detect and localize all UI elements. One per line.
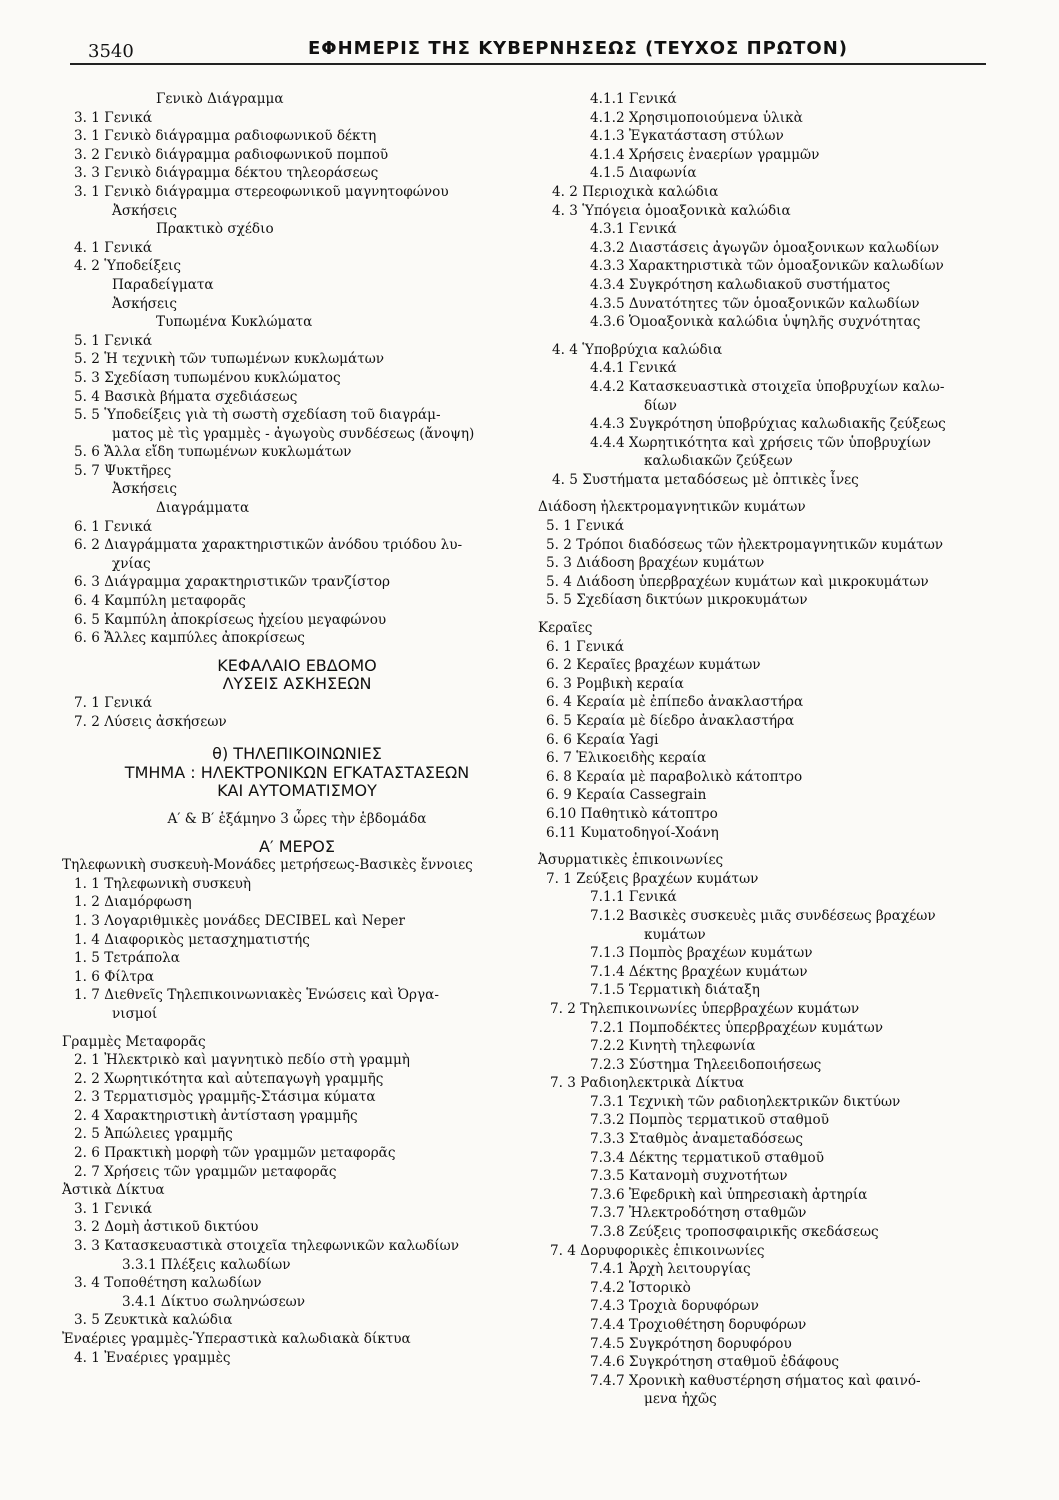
section-heading: Τυπωμένα Κυκλώματα (156, 314, 313, 331)
section-heading: Τηλεφωνικὴ συσκευὴ-Μονάδες μετρήσεως-Βασικὲς ἔννοιες (62, 857, 473, 874)
toc-line: 6. 5 Κεραία μὲ δίεδρο ἀνακλαστήρα (546, 713, 795, 729)
toc-line: 6. 4 Κεραία μὲ ἐπίπεδο ἀνακλαστήρα (546, 694, 804, 711)
toc-line: 4.1.3 Ἐγκατάσταση στύλων (590, 128, 784, 145)
toc-line: 7.4.7 Χρονικὴ καθυστέρηση σήματος καὶ φαινό- (590, 1372, 921, 1389)
toc-line: 3.4.1 Δίκτυο σωληνώσεων (122, 1293, 305, 1310)
toc-line: 7. 2 Τηλεπικοινωνίες ὑπερβραχέων κυμάτων (550, 1000, 860, 1017)
header-rule (70, 63, 986, 65)
toc-line: 6. 1 Γενικά (546, 638, 625, 655)
toc-line: 7.4.5 Συγκρότηση δορυφόρου (590, 1335, 792, 1352)
toc-line: 2. 1 Ἠλεκτρικὸ καὶ μαγνητικὸ πεδίο στὴ γραμμὴ (74, 1052, 410, 1069)
page-number: 3540 (88, 41, 134, 62)
toc-line: 4.4.4 Χωρητικότητα καὶ χρήσεις τῶν ὑποβρυχίων (590, 434, 931, 451)
toc-line: 7.3.7 Ἠλεκτροδότηση σταθμῶν (590, 1205, 807, 1222)
toc-line: 7.4.4 Τροχιοθέτηση δορυφόρων (590, 1317, 807, 1333)
toc-line: 7.1.1 Γενικά (590, 889, 677, 906)
toc-line: 7.3.3 Σταθμὸς ἀναμεταδόσεως (590, 1131, 803, 1148)
toc-line: 4. 3 Ὑπόγεια ὁμοαξονικὰ καλώδια (552, 202, 791, 219)
toc-line: 2. 2 Χωρητικότητα καὶ αὐτεπαγωγὴ γραμμῆς (74, 1070, 384, 1087)
toc-line: 3.3.1 Πλέξεις καλωδίων (122, 1256, 291, 1273)
toc-line: 3. 1 Γενικά (74, 1200, 153, 1217)
toc-line: 5. 2 Ἡ τεχνικὴ τῶν τυπωμένων κυκλωμάτων (74, 351, 385, 368)
toc-line: 6. 1 Γενικά (74, 518, 153, 535)
toc-line: νισμοί (112, 1005, 158, 1022)
toc-line: 7.3.5 Κατανομὴ συχνοτήτων (590, 1168, 788, 1185)
section-heading: Πρακτικὸ σχέδιο (156, 221, 274, 238)
toc-line: 2. 5 Ἀπώλειες γραμμῆς (74, 1126, 233, 1143)
toc-line: 7. 1 Γενικά (74, 695, 153, 711)
toc-line: 3. 3 Κατασκευαστικὰ στοιχεῖα τηλεφωνικῶν καλωδίων (74, 1238, 460, 1255)
toc-line: καλωδιακῶν ζεύξεων (644, 453, 793, 470)
toc-line: δίων (644, 397, 677, 414)
toc-line: 2. 4 Χαρακτηριστικὴ ἀντίσταση γραμμῆς (74, 1107, 358, 1124)
toc-line: 4.4.2 Κατασκευαστικὰ στοιχεῖα ὑποβρυχίων καλω- (590, 378, 945, 395)
toc-line: 4. 4 Ὑποβρύχια καλώδια (552, 341, 723, 358)
toc-line: Παραδείγματα (112, 276, 214, 293)
toc-line: 1. 6 Φίλτρα (74, 968, 155, 985)
toc-line: 3. 1 Γενικά (74, 109, 153, 126)
toc-line: 3. 2 Γενικὸ διάγραμμα ραδιοφωνικοῦ πομποῦ (74, 146, 389, 163)
toc-line: 1. 2 Διαμόρφωση (74, 894, 192, 911)
toc-line: 7.1.4 Δέκτης βραχέων κυμάτων (590, 963, 808, 980)
toc-line: 1. 3 Λογαριθμικὲς μονάδες DECIBEL καὶ Neper (74, 912, 405, 929)
toc-line: 4. 1 Ἐναέριες γραμμὲς (74, 1349, 231, 1366)
toc-line: 6.10 Παθητικὸ κάτοπτρο (546, 805, 718, 822)
toc-line: 5. 7 Ψυκτῆρες (74, 462, 172, 479)
toc-line: 4. 5 Συστήματα μεταδόσεως μὲ ὀπτικὲς ἶνες (552, 471, 859, 488)
division-heading: θ) ΤΗΛΕΠΙΚΟΙΝΩΝΙΕΣ (212, 744, 382, 764)
toc-line: 7.1.3 Πομπὸς βραχέων κυμάτων (590, 945, 813, 962)
toc-line: 6. 9 Κεραία Cassegrain (546, 787, 707, 804)
toc-line: 5. 5 Σχεδίαση δικτύων μικροκυμάτων (546, 592, 808, 609)
section-heading: Γενικὸ Διάγραμμα (156, 91, 284, 107)
toc-line: Ἀσκήσεις (112, 481, 178, 498)
gazette-title: ΕΦΗΜΕΡΙΣ ΤΗΣ ΚΥΒΕΡΝΗΣΕΩΣ (ΤΕΥΧΟΣ ΠΡΩΤΟΝ) (308, 38, 849, 59)
schedule-line: Α′ & Β′ ἑξάμηνο 3 ὧρες τὴν ἑβδομάδα (167, 810, 427, 827)
toc-line: 4.4.3 Συγκρότηση ὑποβρύχιας καλωδιακῆς ζεύξεως (590, 416, 946, 433)
section-heading: Ἀσυρματικὲς ἐπικοινωνίες (538, 852, 724, 869)
toc-line: 4.1.2 Χρησιμοποιούμενα ὑλικὰ (590, 109, 803, 126)
toc-line: 7.4.2 Ἱστορικὸ (590, 1279, 691, 1296)
toc-line: 1. 5 Τετράπολα (74, 950, 180, 967)
toc-line: 5. 6 Ἄλλα εἴδη τυπωμένων κυκλωμάτων (74, 444, 352, 461)
toc-line: 5. 4 Βασικὰ βήματα σχεδιάσεως (74, 388, 298, 405)
toc-line: 7.3.6 Ἐφεδρικὴ καὶ ὑπηρεσιακὴ ἀρτηρία (590, 1186, 868, 1203)
toc-line: 1. 4 Διαφορικὸς μετασχηματιστής (74, 931, 310, 948)
toc-line: 4.3.5 Δυνατότητες τῶν ὁμοαξονικῶν καλωδίων (590, 295, 920, 312)
toc-line: 7.3.1 Τεχνικὴ τῶν ραδιοηλεκτρικῶν δικτύων (590, 1093, 901, 1110)
toc-line: 7. 3 Ραδιοηλεκτρικὰ Δίκτυα (550, 1075, 745, 1092)
toc-line: 3. 3 Γενικὸ διάγραμμα δέκτου τηλεοράσεως (74, 165, 379, 182)
division-heading: ΤΜΗΜΑ : ΗΛΕΚΤΡΟΝΙΚΩΝ ΕΓΚΑΤΑΣΤΑΣΕΩΝ (124, 762, 470, 782)
part-heading: Α′ ΜΕΡΟΣ (259, 836, 335, 856)
toc-line: 2. 7 Χρήσεις τῶν γραμμῶν μεταφορᾶς (74, 1163, 337, 1180)
left-column (62, 90, 532, 1367)
toc-line: 5. 3 Διάδοση βραχέων κυμάτων (546, 555, 765, 572)
toc-line: 1. 7 Διεθνεῖς Τηλεπικοινωνιακὲς Ἑνώσεις καὶ Ὀργα- (74, 987, 439, 1004)
toc-line: 4.1.4 Χρήσεις ἐναερίων γραμμῶν (590, 146, 820, 163)
toc-line: 6. 7 Ἑλικοειδὴς κεραία (546, 750, 707, 767)
toc-line: 4. 1 Γενικά (74, 239, 153, 256)
toc-line: 7.1.2 Βασικὲς συσκευὲς μιᾶς συνδέσεως βραχέων (590, 907, 936, 924)
toc-line: Ἀσκήσεις (112, 295, 178, 312)
toc-line: 6. 3 Διάγραμμα χαρακτηριστικῶν τρανζίστορ (74, 574, 391, 591)
toc-line: 7.2.2 Κινητὴ τηλεφωνία (590, 1038, 756, 1055)
section-heading: Γραμμὲς Μεταφορᾶς (62, 1033, 206, 1050)
page-header (0, 0, 1059, 70)
toc-line: 5. 2 Τρόποι διαδόσεως τῶν ἠλεκτρομαγνητικῶν κυμάτων (546, 536, 944, 553)
toc-line: 4.1.1 Γενικά (590, 91, 677, 107)
toc-line: 3. 5 Ζευκτικὰ καλώδια (74, 1312, 233, 1329)
toc-line: 7.3.8 Ζεύξεις τροποσφαιρικῆς σκεδάσεως (590, 1224, 879, 1241)
toc-line: 3. 2 Δομὴ ἀστικοῦ δικτύου (74, 1219, 259, 1236)
toc-line: 3. 4 Τοποθέτηση καλωδίων (74, 1275, 262, 1292)
toc-line: 2. 6 Πρακτικὴ μορφὴ τῶν γραμμῶν μεταφορᾶς (74, 1145, 396, 1162)
toc-line: 6. 2 Κεραῖες βραχέων κυμάτων (546, 657, 761, 674)
right-column (538, 90, 1008, 1409)
toc-line: 5. 1 Γενικά (546, 518, 625, 535)
toc-line: 3. 1 Γενικὸ διάγραμμα ραδιοφωνικοῦ δέκτη (74, 128, 377, 145)
section-heading: Διαγράμματα (156, 500, 250, 517)
section-heading: Ἀστικὰ Δίκτυα (62, 1182, 165, 1199)
toc-line: 4. 2 Περιοχικὰ καλώδια (552, 183, 719, 200)
toc-line: 4.3.2 Διαστάσεις ἀγωγῶν ὁμοαξονικων καλωδίων (590, 239, 940, 256)
toc-line: 6. 6 Ἄλλες καμπύλες ἀποκρίσεως (74, 630, 305, 647)
section-heading: Διάδοση ἠλεκτρομαγνητικῶν κυμάτων (538, 499, 806, 516)
toc-line: 4.4.1 Γενικά (590, 360, 677, 377)
toc-line: 5. 5 Ὑποδείξεις γιὰ τὴ σωστὴ σχεδίαση τοῦ διαγράμ- (74, 407, 441, 424)
toc-line: 5. 1 Γενικά (74, 332, 153, 349)
toc-line: 5. 3 Σχεδίαση τυπωμένου κυκλώματος (74, 369, 341, 386)
toc-line: 6. 8 Κεραία μὲ παραβολικὸ κάτοπτρο (546, 768, 803, 785)
toc-line: 4.3.1 Γενικά (590, 221, 677, 238)
toc-line: 6. 5 Καμπύλη ἀποκρίσεως ἠχείου μεγαφώνου (74, 611, 387, 628)
chapter-heading: ΛΥΣΕΙΣ ΑΣΚΗΣΕΩΝ (222, 674, 372, 694)
toc-line: 6. 2 Διαγράμματα χαρακτηριστικῶν ἀνόδου τριόδου λυ- (74, 537, 463, 554)
toc-line: 7.4.6 Συγκρότηση σταθμοῦ ἐδάφους (590, 1354, 839, 1371)
toc-line: 1. 1 Τηλεφωνικὴ συσκευὴ (74, 875, 252, 892)
toc-line: 7.3.2 Πομπὸς τερματικοῦ σταθμοῦ (590, 1112, 829, 1129)
chapter-heading: ΚΕΦΑΛΑΙΟ ΕΒΔΟΜΟ (217, 655, 377, 675)
toc-line: 6. 4 Καμπύλη μεταφορᾶς (74, 593, 246, 610)
toc-line: 6.11 Κυματοδηγοί-Χοάνη (546, 824, 719, 841)
toc-line: 7.2.3 Σύστημα Τηλεειδοποιήσεως (590, 1056, 822, 1073)
section-heading: Ἐναέριες γραμμὲς-Ὑπεραστικὰ καλωδιακὰ δίκτυα (62, 1331, 411, 1347)
toc-line: 6. 3 Ρομβικὴ κεραία (546, 675, 684, 692)
toc-line: 3. 1 Γενικὸ διάγραμμα στερεοφωνικοῦ μαγνητοφώνου (74, 183, 449, 200)
toc-line: 7. 1 Ζεύξεις βραχέων κυμάτων (546, 870, 759, 887)
toc-line: χνίας (112, 555, 151, 572)
toc-line: 5. 4 Διάδοση ὑπερβραχέων κυμάτων καὶ μικροκυμάτων (546, 573, 929, 590)
toc-line: 7. 4 Δορυφορικὲς ἐπικοινωνίες (550, 1242, 765, 1259)
toc-line: 7.3.4 Δέκτης τερματικοῦ σταθμοῦ (590, 1149, 824, 1166)
toc-line: 7. 2 Λύσεις ἀσκήσεων (74, 713, 227, 730)
toc-line: μενα ἠχῶς (644, 1391, 717, 1408)
toc-line: 7.4.3 Τροχιὰ δορυφόρων (590, 1298, 759, 1315)
toc-line: 4.3.3 Χαρακτηριστικὰ τῶν ὁμοαξονικῶν καλωδίων (590, 258, 944, 275)
toc-line: Ἀσκήσεις (112, 202, 178, 219)
toc-line: 6. 6 Κεραία Yagi (546, 731, 659, 748)
section-heading: Κεραῖες (538, 620, 593, 637)
toc-line: 2. 3 Τερματισμὸς γραμμῆς-Στάσιμα κύματα (74, 1089, 376, 1106)
toc-line: 7.4.1 Ἀρχὴ λειτουργίας (590, 1261, 751, 1278)
toc-line: 4.3.6 Ὁμοαξονικὰ καλώδια ὑψηλῆς συχνότητας (590, 314, 921, 331)
toc-line: 7.2.1 Πομποδέκτες ὑπερβραχέων κυμάτων (590, 1019, 883, 1036)
division-heading: ΚΑΙ ΑΥΤΟΜΑΤΙΣΜΟΥ (217, 781, 377, 801)
toc-line: 4.1.5 Διαφωνία (590, 165, 697, 182)
toc-line: 7.1.5 Τερματικὴ διάταξη (590, 982, 760, 999)
toc-line: 4.3.4 Συγκρότηση καλωδιακοῦ συστήματος (590, 276, 891, 293)
toc-line: ματος μὲ τὶς γραμμὲς - ἀγωγοὺς συνδέσεως (ἄνοψη) (112, 425, 475, 442)
toc-line: κυμάτων (644, 926, 706, 943)
toc-line: 4. 2 Ὑποδείξεις (74, 258, 181, 275)
